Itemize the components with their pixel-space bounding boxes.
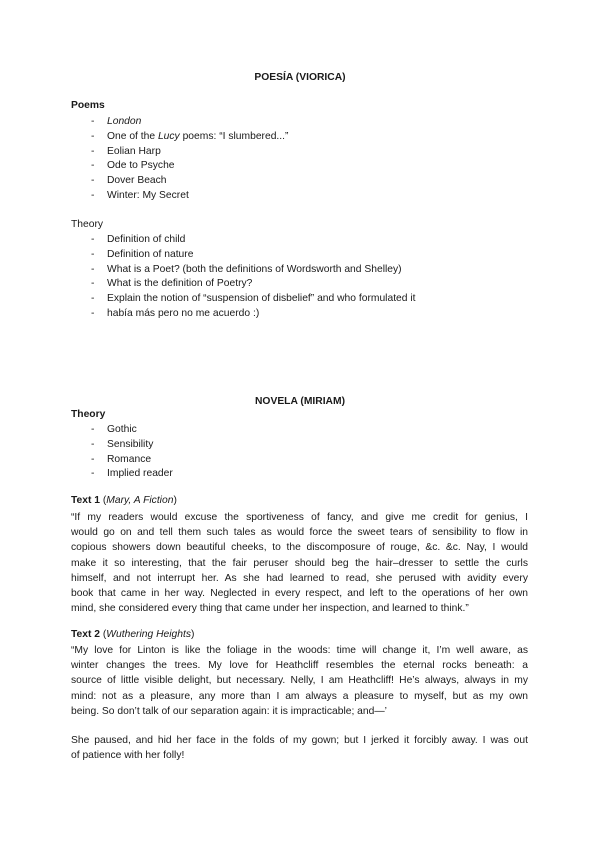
poesia-theory-heading: Theory (71, 219, 104, 230)
list-item: - London (91, 116, 142, 127)
list-item: - Ode to Psyche (91, 160, 175, 172)
list-item: - Explain the notion of “suspension of disbelief” and who formulated it (91, 293, 416, 305)
list-item: - Definition of nature (91, 248, 194, 260)
list-item: - One of the Lucy poems: “I slumbered...” (91, 130, 289, 142)
poems-list (71, 115, 288, 204)
list-item: - había más pero no me acuerdo :) (91, 307, 260, 319)
list-item: - What is a Poet? (both the definitions of Wordsworth and Shelley) (91, 263, 402, 275)
novela-title: NOVELA (MIRIAM) (255, 396, 345, 407)
poesia-theory-list (71, 233, 416, 322)
text-line: copious showers down beautiful cheeks, to the discomposure of rouge, &c. &c. Nay, I would (71, 542, 528, 554)
novela-theory-list (71, 423, 173, 482)
list-item: - Definition of child (91, 234, 186, 245)
list-item: - Sensibility (91, 438, 154, 450)
text1-label: Text 1 (71, 495, 100, 506)
list-item: - What is the definition of Poetry? (91, 278, 253, 290)
text-line: “If my readers would excuse the sportiveness of fancy, and give me credit for genius, I (71, 512, 528, 523)
text-line: “My love for Linton is like the foliage in the woods: time will change it, I’m well aware, as (71, 645, 528, 656)
text-line: She paused, and hid her face in the folds of my gown; but I jerked it forcibly away. I was out (71, 735, 528, 746)
text2-heading: Text 2 (Wuthering Heights) (71, 629, 195, 640)
text2-work: Wuthering Heights (106, 629, 191, 640)
list-item: - Implied reader (91, 468, 173, 480)
poems-heading: Poems (71, 100, 105, 111)
text1-heading: Text 1 (Mary, A Fiction) (71, 495, 177, 506)
text-line: book that came in her way. Neglected in every respect, and left to the operations of her own (71, 587, 528, 599)
text-line: himself, and not interrupt her. As she had learned to read, she perused with avidity every (71, 572, 528, 584)
text2-continuation (71, 733, 528, 763)
text-line: would go on and tell them such tales as would force the sweet tears of sensibility to flow in (71, 527, 528, 539)
text1-work: Mary, A Fiction (106, 495, 174, 506)
text-line: being. So don’t talk of our separation again: it is impracticable; and—’ (71, 705, 387, 717)
text-line: winter changes the trees. My love for Heathcliff resembles the eternal rocks beneath: a (71, 660, 528, 672)
list-item: - Romance (91, 453, 152, 465)
list-item: - Eolian Harp (91, 145, 161, 157)
text2-passage (71, 643, 528, 719)
list-item: - Winter: My Secret (91, 189, 189, 201)
text-line: mind: not as a pleasure, any more than I am always a pleasure to myself, but as my own (71, 690, 528, 702)
text1-passage (71, 510, 528, 616)
poesia-title: POESÍA (VIORICA) (254, 72, 346, 83)
novela-theory-heading: Theory (71, 409, 106, 420)
text-line: of patience with her folly! (71, 750, 185, 762)
list-item: - Dover Beach (91, 175, 167, 187)
text-line: source of little visible delight, but necessary. Nelly, I am Heathcliff! He’s always, always in my (71, 675, 528, 687)
text2-label: Text 2 (71, 629, 100, 640)
text-line: mind, she considered every thing that came under her inspection, and learned to think.” (71, 603, 469, 615)
text-line: make it so interesting, that the fair peruser should beg the hair–dresser to settle the curls (71, 557, 528, 569)
list-item: - Gothic (91, 424, 137, 435)
